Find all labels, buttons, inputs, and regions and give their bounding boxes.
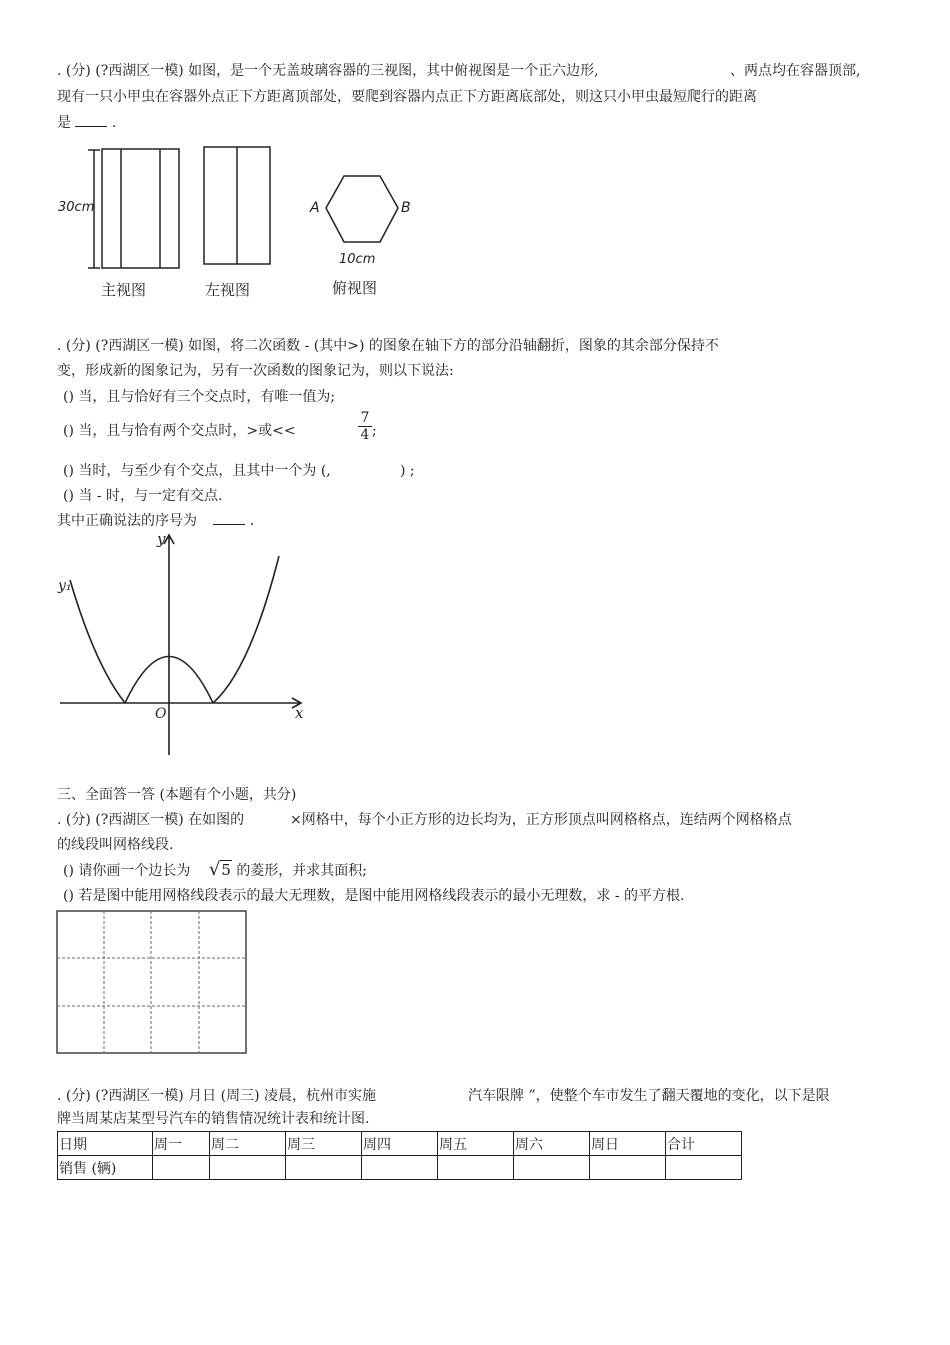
cell-wed[interactable] [286,1156,362,1180]
q2-function-graph [55,530,315,760]
table-header-row [58,1132,742,1156]
side-view-label: 左视图 [205,281,251,299]
edge-length-label: 10cm [339,252,376,267]
s3q1-item1-b: 的菱形，并求其面积; [236,863,368,879]
front-view [102,149,179,268]
q1-line1-tail [730,62,860,80]
curve-right-branch [213,556,279,703]
cell-sat[interactable] [514,1156,590,1180]
q1-line1 [57,62,599,80]
s3q1-line1-tail: ×网格中，每个小正方形的边长均为，正方形顶点叫网格格点，连结两个网格格点 [290,812,792,828]
header-wed: 周三 [286,1132,362,1156]
cell-tue[interactable] [210,1156,286,1180]
q1-text-a: . (分) (?西湖区一模) 如图，是一个无盖玻璃容器的三视图，其中俯视图是一个正六边形, [57,63,599,79]
q2-answer-blank[interactable] [213,524,245,525]
q2-answer-text: 其中正确说法的序号为 [57,513,197,529]
sqrt-expression [209,861,232,880]
q2-item2: () 当，且与恰有两个交点时，>或<< [63,423,296,439]
header-thu: 周四 [362,1132,438,1156]
top-view-hexagon [326,176,398,242]
cell-thu[interactable] [362,1156,438,1180]
origin-label: O [155,706,167,722]
q2-item3-a: () 当时，与至少有个交点，且其中一个为 (, [63,463,331,479]
header-date: 日期 [58,1132,153,1156]
header-mon: 周一 [153,1132,210,1156]
curve-left-branch [70,580,125,703]
header-tue: 周二 [210,1132,286,1156]
sales-table [57,1131,742,1180]
x-axis-label: x [295,704,304,722]
table-row [58,1156,742,1180]
cell-fri[interactable] [438,1156,514,1180]
q2-answer-end: . [249,513,255,529]
header-sun: 周日 [590,1132,666,1156]
point-a-label: A [310,200,320,216]
header-total: 合计 [666,1132,742,1156]
height-label: 30cm [58,200,95,215]
cell-sun[interactable] [590,1156,666,1180]
q4-line1: . (分) (?西湖区一模) 月日 (周三) 凌晨，杭州市实施 [57,1088,376,1104]
fraction-numerator: 7 [360,410,370,426]
q2-answer [57,512,254,530]
top-view-label: 俯视图 [332,279,378,297]
q1-line3 [57,114,116,132]
header-fri: 周五 [438,1132,514,1156]
row-label: 销售 (辆) [58,1156,153,1180]
s3q1-item1-a: () 请你画一个边长为 [63,863,191,879]
y-axis-label: y [157,530,166,548]
y1-curve-label: y₁ [58,578,72,594]
q2-item2-end: ; [372,423,377,439]
s3q1-line2: 的线段叫网格线段. [57,837,174,853]
q1-text-b: 、两点均在容器顶部, [730,63,861,79]
q1-line2: 现有一只小甲虫在容器外点正下方距离顶部处，要爬到容器内点正下方距离底部处，则这只小甲虫最短爬行的距离 [57,89,757,105]
section3-heading: 三、全面答一答 (本题有个小题，共分) [57,787,297,803]
point-b-label: B [401,200,411,216]
front-view-label: 主视图 [101,281,147,299]
s3q1-item2: () 若是图中能用网格线段表示的最大无理数，是图中能用网格线段表示的最小无理数，求 - 的平方根. [63,888,685,904]
square-grid [56,910,248,1055]
q2-item3 [63,462,331,480]
q2-fraction [358,410,372,443]
cell-total[interactable] [666,1156,742,1180]
q4-line1-tail: 汽车限牌 ”，使整个车市发生了翻天覆地的变化，以下是限 [468,1088,830,1104]
q2-item4: () 当 - 时，与一定有交点. [63,488,223,504]
cell-mon[interactable] [153,1156,210,1180]
sqrt-radicand: 5 [221,861,231,879]
q1-line3-end: . [111,115,117,131]
q1-answer-blank[interactable] [75,126,107,127]
q4-line2: 牌当周某店某型号汽车的销售情况统计表和统计图. [57,1111,370,1127]
fraction-denominator: 4 [360,427,370,443]
q2-line1: . (分) (?西湖区一模) 如图，将二次函数 - (其中>) 的图象在轴下方的部分沿轴翻折，图象的其余部分保持不 [57,338,719,354]
q1-line3-text: 是 [57,115,71,131]
q2-line2: 变，形成新的图象记为，另有一次函数的图象记为，则以下说法: [57,363,454,379]
sqrt-sign: √ [208,859,221,880]
s3q1-item1 [63,861,367,880]
s3q1-line1: . (分) (?西湖区一模) 在如图的 [57,812,245,828]
q2-item1: () 当，且与恰好有三个交点时，有唯一值为; [63,389,336,405]
header-sat: 周六 [514,1132,590,1156]
q2-item3-tail: ) ; [400,463,415,479]
